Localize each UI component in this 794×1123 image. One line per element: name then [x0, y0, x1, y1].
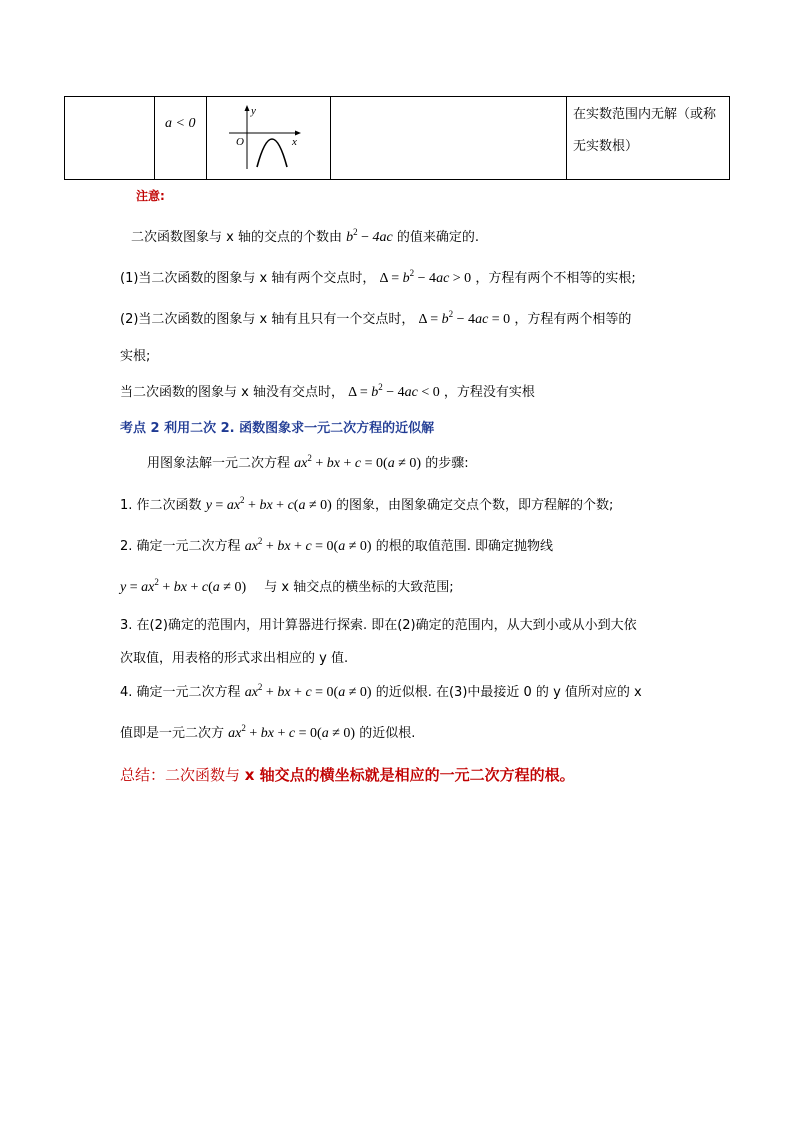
- table-divider: [566, 97, 567, 179]
- note-item-2-text: (2)当二次函数的图象与 x 轴有且只有一个交点时，: [120, 312, 415, 327]
- table-divider: [330, 97, 331, 179]
- x-label: x: [292, 136, 297, 148]
- discriminant-zero: $\Delta = b^2 - 4ac = 0$: [418, 309, 511, 327]
- note-intro: [131, 226, 479, 246]
- step-2-text: 2. 确定一元二次方程: [120, 539, 241, 554]
- quadratic-equation: $ax^2$ + bx + c = 0(a ≠ 0): [244, 536, 372, 554]
- y-label: y: [251, 105, 256, 117]
- discriminant-positive: $\Delta = b^2 - 4ac > 0$: [379, 268, 472, 286]
- step-2-continued: [120, 576, 454, 596]
- note-item-1-text: (1)当二次函数的图象与 x 轴有两个交点时，: [120, 271, 376, 286]
- note-item-3: [120, 381, 535, 401]
- note-item-3-text: 当二次函数的图象与 x 轴没有交点时，: [120, 385, 344, 400]
- step-1-text-end: 的图象，由图象确定交点个数，即方程解的个数;: [335, 498, 614, 513]
- steps-intro-text-end: 的步骤:: [425, 456, 469, 471]
- note-item-1: [120, 267, 636, 287]
- discriminant-negative: $\Delta = b^2 - 4ac < 0$: [348, 382, 440, 400]
- step-4-text: 4. 确定一元二次方程: [120, 685, 241, 700]
- step-3-line-1: 3. 在(2)确定的范围内，用计算器进行探索. 即在(2)确定的范围内，从大到小或从小到大依: [120, 618, 637, 633]
- y-axis-arrow: [245, 105, 250, 111]
- downward-parabola: [257, 139, 287, 167]
- quadratic-function: $y = ax^2$ + bx + c(a ≠ 0): [205, 495, 332, 513]
- note-heading: 注意:: [136, 189, 165, 203]
- condition-table-row: [64, 96, 730, 180]
- origin-label: O: [236, 136, 244, 148]
- result-line-2: 无实数根）: [573, 139, 639, 154]
- step-2-continued-text: 与 x 轴交点的横坐标的大致范围;: [264, 580, 454, 595]
- note-intro-text-end: 的值来确定的.: [396, 230, 480, 245]
- summary-prefix: 总结：二次函数与: [120, 766, 245, 784]
- quadratic-equation: $ax^2$ + bx + c = 0(a ≠ 0): [228, 723, 356, 741]
- quadratic-equation: $ax^2$ + bx + c = 0(a ≠ 0): [294, 453, 422, 471]
- quadratic-equation: $ax^2$ + bx + c = 0(a ≠ 0): [244, 682, 372, 700]
- note-intro-text: 二次函数图象与 x 轴的交点的个数由: [131, 230, 342, 245]
- step-4-text-end: 的近似根. 在(3)中最接近 0 的 y 值所对应的 x: [375, 685, 642, 700]
- summary: [120, 764, 575, 785]
- steps-intro: [147, 452, 469, 472]
- discriminant-expr: $b^2 - 4ac$: [346, 227, 393, 245]
- result-line-1: 在实数范围内无解（或称: [573, 107, 717, 122]
- section-title: 考点 2 利用二次 2. 函数图象求一元二次方程的近似解: [120, 421, 435, 436]
- note-item-1-text-end: ，方程有两个不相等的实根;: [475, 271, 636, 286]
- step-1-text: 1. 作二次函数: [120, 498, 202, 513]
- steps-intro-text: 用图象法解一元二次方程: [147, 456, 291, 471]
- step-1: [120, 494, 613, 514]
- note-item-3-text-end: ，方程没有实根: [443, 385, 535, 400]
- note-item-2-text-end: ，方程有两个相等的: [514, 312, 632, 327]
- summary-bold: x 轴交点的横坐标就是相应的一元二次方程的根。: [244, 766, 575, 784]
- condition-cell: a < 0: [165, 116, 196, 131]
- step-2-text-end: 的根的取值范围. 即确定抛物线: [375, 539, 553, 554]
- table-divider: [154, 97, 155, 179]
- note-item-2-continued: 实根;: [120, 349, 151, 364]
- x-axis-arrow: [295, 131, 301, 136]
- note-item-2: [120, 308, 631, 328]
- step-4-continued-text-end: 的近似根.: [359, 726, 416, 741]
- step-4-continued-text: 值即是一元二次方: [120, 726, 225, 741]
- quadratic-function: $y = ax^2$ + bx + c(a ≠ 0): [120, 577, 247, 595]
- step-4-continued: [120, 722, 415, 742]
- step-3-line-2: 次取值，用表格的形式求出相应的 y 值.: [120, 651, 349, 666]
- parabola-graph: [225, 103, 311, 173]
- table-divider: [206, 97, 207, 179]
- step-2: [120, 535, 553, 555]
- step-4: [120, 681, 642, 701]
